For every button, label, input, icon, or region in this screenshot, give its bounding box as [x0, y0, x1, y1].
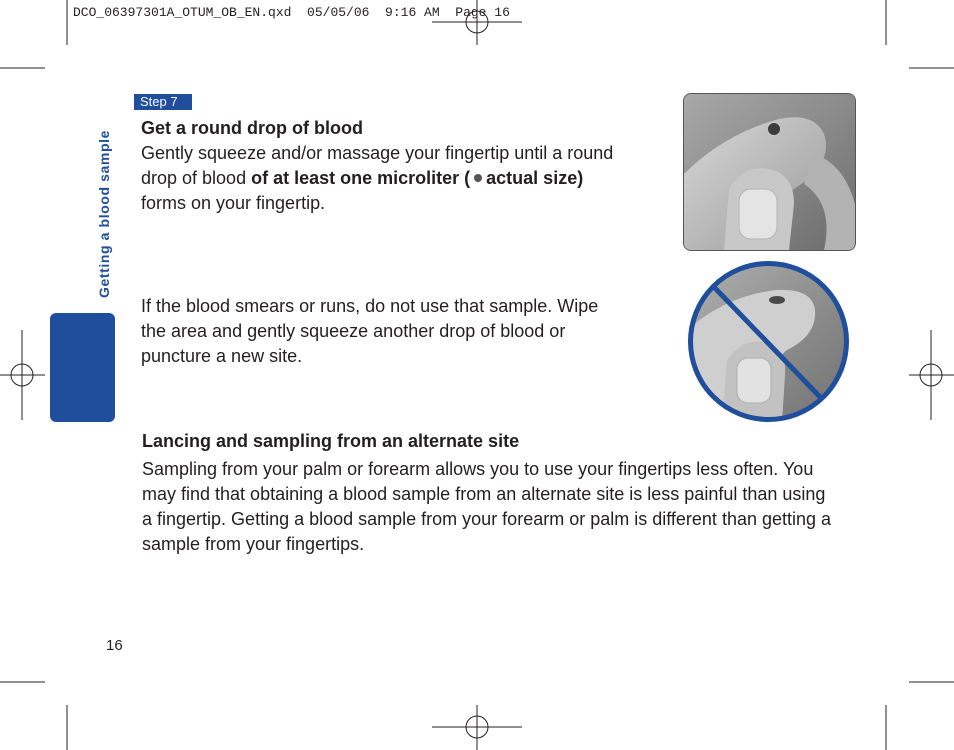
- file-slug-header: DCO_06397301A_OTUM_OB_EN.qxd 05/05/06 9:16 AM Page 16: [73, 5, 510, 20]
- prohibited-sign-icon: [687, 260, 850, 423]
- smeared-drop-prohibited-illustration: [687, 260, 850, 423]
- fingertip-drop-illustration: [683, 93, 856, 251]
- paragraph-text: Gently squeeze and/or massage your fingertip until a round drop of blood: [141, 143, 614, 188]
- alternate-site-body: Sampling from your palm or forearm allows you to use your fingertips less often. You may find that obtaining a blood sample from an alternate site is less painful than using a fingertip. Getting a blood sample from your forearm or palm is different than getting a sample from your fingertips.: [142, 459, 832, 554]
- page-number: 16: [106, 637, 123, 654]
- paragraph-bold-text: of at least one microliter (: [251, 168, 471, 188]
- blood-drop-icon: [474, 174, 482, 182]
- step-title: Get a round drop of blood: [141, 118, 363, 138]
- step-paragraph-1: [141, 141, 621, 216]
- paragraph-text: forms on your fingertip.: [141, 193, 326, 213]
- step-paragraph-2: If the blood smears or runs, do not use that sample. Wipe the area and gently squeeze another drop of blood or puncture a new site.: [141, 296, 599, 366]
- fingertip-drop-image: [684, 94, 855, 250]
- blood-drop-icon: [768, 123, 780, 135]
- alternate-site-heading: Lancing and sampling from an alternate site: [142, 431, 520, 451]
- step-badge: Step 7: [134, 94, 192, 110]
- side-tab-label: Getting a blood sample: [96, 130, 112, 298]
- side-tab-block: [50, 313, 115, 422]
- paragraph-bold-text: actual size): [486, 168, 584, 188]
